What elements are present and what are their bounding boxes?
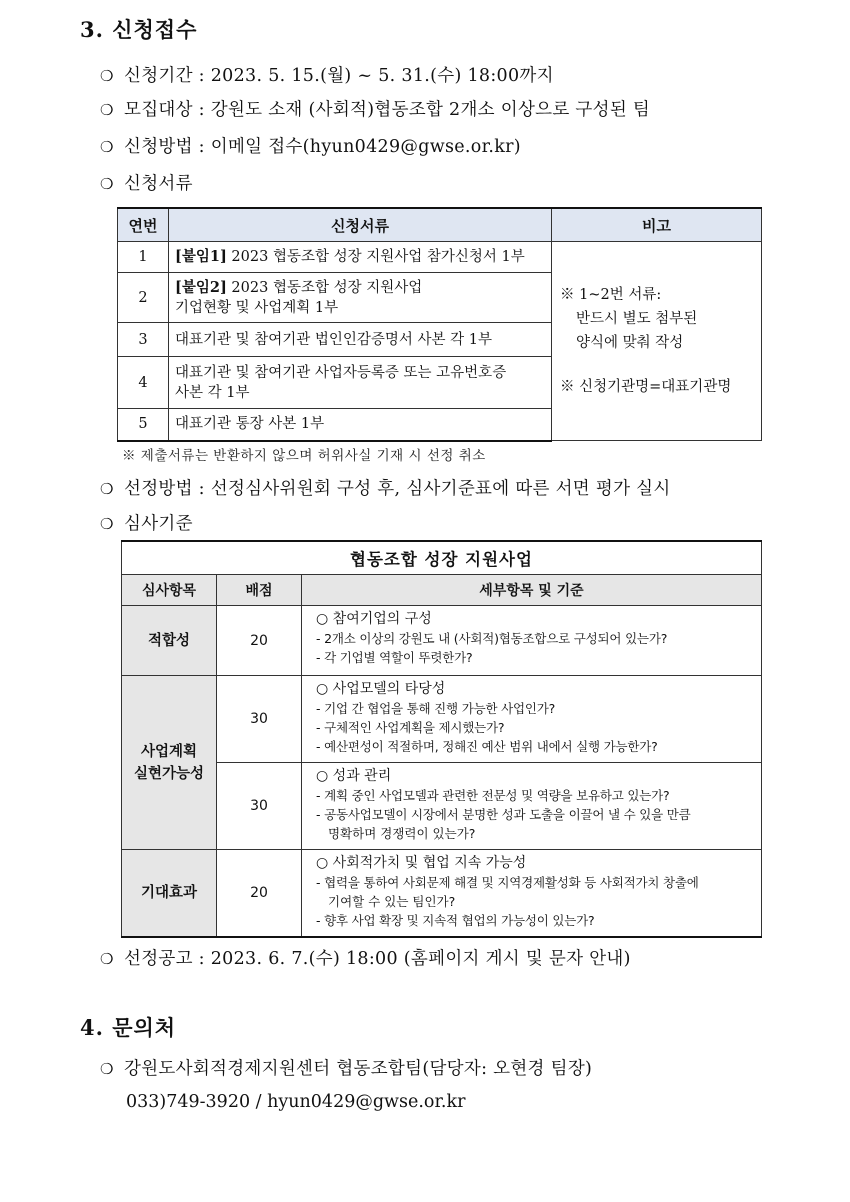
category-suitability: 적합성	[122, 606, 217, 676]
criteria-table	[121, 540, 762, 938]
documents-note: ※ 제출서류는 반환하지 않으며 허위사실 기재 시 선정 취소	[122, 448, 486, 464]
bullet-criteria: ❍ 심사기준	[100, 514, 193, 534]
circle-bullet-icon: ❍	[100, 101, 114, 119]
documents-table	[117, 207, 762, 442]
table-row: 사업계획 실현가능성 30 ○ 사업모델의 타당성 - 기업 간 협업을 통해 진행 가능한 사업인가? - 구체적인 사업계획을 제시했는가? - 예산편성이 적절하며, 정해진 예산 범위 내에서 실행 가능한가?	[122, 676, 762, 763]
category-feasibility: 사업계획 실현가능성	[122, 676, 217, 850]
circle-bullet-icon: ❍	[100, 67, 114, 85]
bullet-announcement: ❍ 선정공고 : 2023. 6. 7.(수) 18:00 (홈페이지 게시 및 문자 안내)	[100, 949, 631, 969]
table-header-row: 심사항목 배점 세부항목 및 기준	[122, 575, 762, 606]
criteria-caption-row	[122, 541, 762, 575]
circle-bullet-icon: ❍	[100, 515, 114, 533]
table-row: 1 [붙임1] 2023 협동조합 성장 지원사업 참가신청서 1부 ※ 1~2번 서류: 반드시 별도 첨부된 양식에 맞춰 작성 ※ 신청기관명=대표기관명	[118, 242, 762, 273]
category-effect: 기대효과	[122, 850, 217, 937]
section3-title: 3. 신청접수	[80, 17, 198, 42]
bullet-contact: ❍ 강원도사회적경제지원센터 협동조합팀(담당자: 오현경 팀장)	[100, 1059, 593, 1079]
col-header-docs: 신청서류	[169, 208, 552, 242]
bullet-selection: ❍ 선정방법 : 선정심사위원회 구성 후, 심사기준표에 따른 서면 평가 실시	[100, 479, 671, 499]
bullet-target: ❍ 모집대상 : 강원도 소재 (사회적)협동조합 2개소 이상으로 구성된 팀	[100, 100, 651, 120]
table-row: 4 대표기관 및 참여기관 사업자등록증 또는 고유번호증 사본 각 1부	[118, 357, 762, 409]
col-header-no: 연번	[118, 208, 169, 242]
circle-bullet-icon: ❍	[100, 950, 114, 968]
table-header-row	[118, 208, 762, 242]
table-row: 30 ○ 성과 관리 - 계획 중인 사업모델과 관련한 전문성 및 역량을 보유하고 있는가? - 공동사업모델이 시장에서 분명한 성과 도출을 이끌어 낼 수 있을 만큼 명확하며 경쟁력이 있는가?	[122, 763, 762, 850]
remark-cell: ※ 1~2번 서류: 반드시 별도 첨부된 양식에 맞춰 작성 ※ 신청기관명=대표기관명	[552, 242, 762, 441]
bullet-period: ❍ 신청기간 : 2023. 5. 15.(월) ~ 5. 31.(수) 18:00까지	[100, 66, 554, 86]
section4-title: 4. 문의처	[80, 1015, 177, 1040]
col-header-remark: 비고	[552, 208, 762, 242]
criteria-caption: 협동조합 성장 지원사업	[122, 541, 762, 575]
circle-bullet-icon: ❍	[100, 175, 114, 193]
table-row: 2 [붙임2] 2023 협동조합 성장 지원사업 기업현황 및 사업계획 1부	[118, 273, 762, 323]
table-row: 적합성 20 ○ 참여기업의 구성 - 2개소 이상의 강원도 내 (사회적)협동조합으로 구성되어 있는가? - 각 기업별 역할이 뚜렷한가?	[122, 606, 762, 676]
table-row: 기대효과 20 ○ 사회적가치 및 협업 지속 가능성 - 협력을 통하여 사회문제 해결 및 지역경제활성화 등 사회적가치 창출에 기여할 수 있는 팀인가? - 향후 사업 확장 및 지속적 협업의 가능성이 있는가?	[122, 850, 762, 937]
circle-bullet-icon: ❍	[100, 138, 114, 156]
contact-detail: 033)749-3920 / hyun0429@gwse.or.kr	[126, 1092, 466, 1112]
bullet-method: ❍ 신청방법 : 이메일 접수(hyun0429@gwse.or.kr)	[100, 137, 521, 157]
circle-bullet-icon: ❍	[100, 1060, 114, 1078]
table-row: 3 대표기관 및 참여기관 법인인감증명서 사본 각 1부	[118, 323, 762, 357]
table-row: 5 대표기관 통장 사본 1부	[118, 409, 762, 441]
circle-bullet-icon: ❍	[100, 480, 114, 498]
bullet-documents: ❍ 신청서류	[100, 174, 193, 194]
